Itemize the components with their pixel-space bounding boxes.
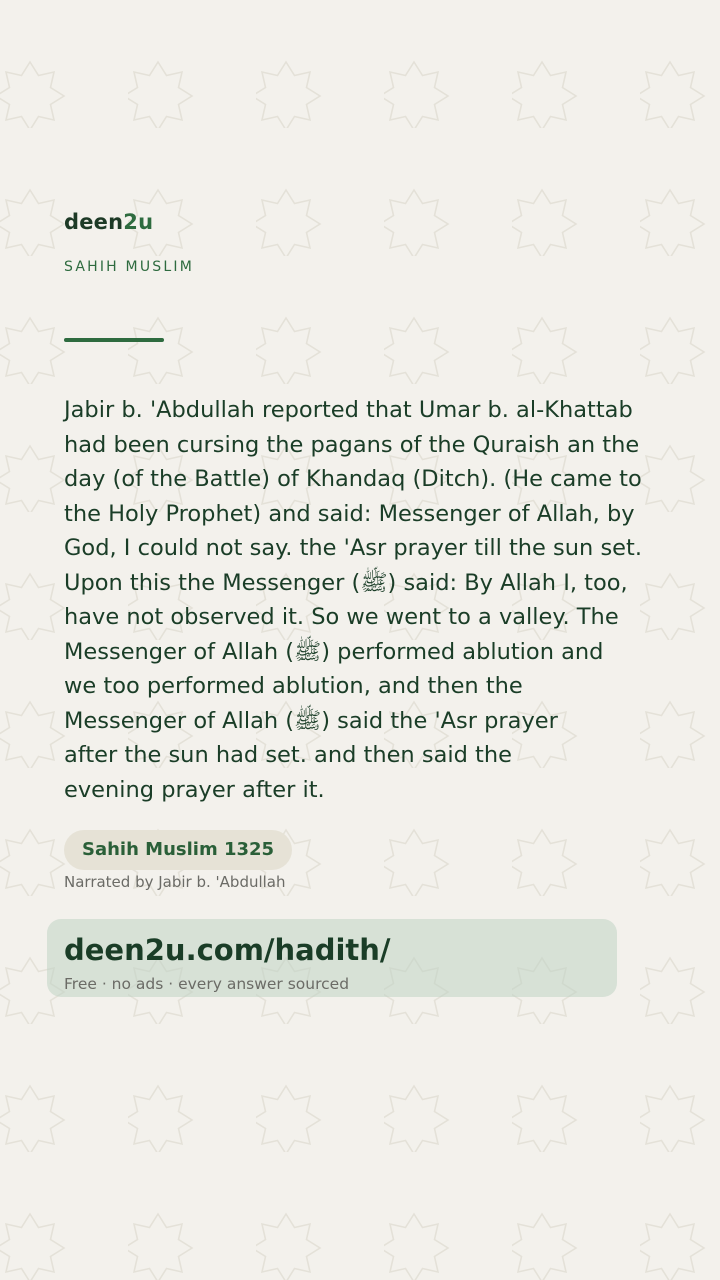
hadith-line: had been cursing the pagans of the Quraish an the [64,431,640,458]
hadith-line: Messenger of Allah (ﷺ) said the 'Asr prayer [64,707,558,734]
hadith-line: Jabir b. 'Abdullah reported that Umar b. al-Khattab [64,397,633,423]
hadith-line: God, I could not say. the 'Asr prayer till the sun set. [64,535,642,561]
hadith-line: Upon this the Messenger (ﷺ) said: By Allah I, too, [64,569,628,596]
hadith-line: we too performed ablution, and then the [64,673,523,699]
hadith-line: evening prayer after it. [64,776,325,803]
cta-url-link[interactable]: deen2u.com/hadith/ [64,933,391,967]
cta-card[interactable] [47,919,617,997]
hadith-line: have not observed it. So we went to a valley. The [64,604,619,630]
hadith-line: the Holy Prophet) and said: Messenger of Allah, by [64,500,635,527]
cta-tagline: Free · no ads · every answer sourced [64,975,350,993]
hadith-reference-badge[interactable]: Sahih Muslim 1325 [64,830,292,870]
hadith-text [64,393,664,807]
narrator-text: Narrated by Jabir b. 'Abdullah [64,873,286,891]
hadith-line: Messenger of Allah (ﷺ) performed ablution and [64,638,604,665]
divider [64,338,164,342]
hadith-line: day (of the Battle) of Khandaq (Ditch). (He came to [64,466,642,492]
brand-name-part2: 2u [123,210,154,234]
brand-logo [64,210,153,234]
brand-name-part1: deen [64,210,124,234]
hadith-line: after the sun had set. and then said the [64,742,512,768]
collection-label: SAHIH MUSLIM [64,259,194,275]
